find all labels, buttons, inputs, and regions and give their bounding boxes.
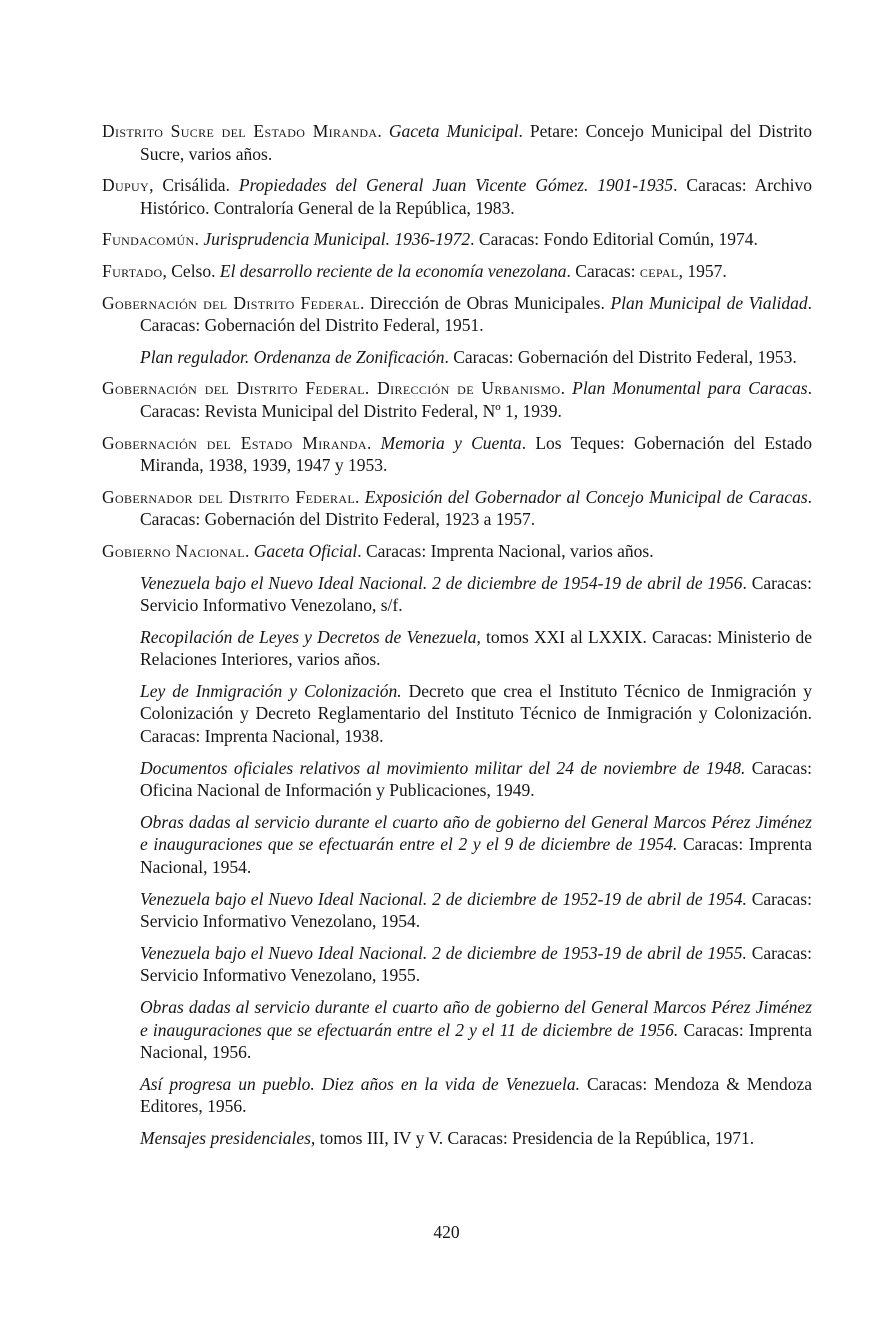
entry-segment-italic: Obras dadas al servicio durante el cuarto año de gobierno del General Marcos Pérez Jiménez e inauguraciones que se efectuarán entre el 2 y el 9 de diciembre de 1954.	[140, 811, 812, 855]
entry-segment-smallcaps: Distrito Sucre del Estado Miranda	[102, 121, 378, 141]
entry-segment-smallcaps: Gobernador del Distrito Federal	[102, 486, 356, 507]
entry-segment-italic: Exposición del Gobernador al Concejo Municipal de Caracas	[364, 486, 808, 507]
entry-segment-italic: Venezuela bajo el Nuevo Ideal Nacional. 2 de diciembre de 1954-19 de abril de 1956	[140, 572, 743, 593]
entry-segment-italic: Memoria y Cuenta	[380, 432, 522, 453]
bibliography-entry	[102, 377, 812, 422]
entry-segment-plain: , 1957.	[678, 260, 727, 281]
entry-segment-smallcaps: Gobernación del Distrito Federal	[102, 292, 361, 313]
bibliography-entry	[140, 346, 812, 369]
entry-segment-plain: . Caracas: Gobernación del Distrito Federal, 1923 a 1957.	[140, 486, 813, 530]
entry-segment-plain: .	[355, 486, 365, 507]
entry-segment-italic: Jurisprudencia Municipal. 1936-1972	[203, 229, 471, 250]
entry-segment-smallcaps: Gobernación del Distrito Federal. Dirección de Urbanismo	[102, 378, 561, 399]
entry-segment-italic: Recopilación de Leyes y Decretos de Venezuela,	[140, 626, 481, 647]
entry-segment-plain: Caracas: Servicio Informativo Venezolano, 1955.	[140, 942, 812, 986]
entry-segment-smallcaps: Gobierno Nacional	[102, 540, 245, 561]
entry-segment-plain: Caracas: Mendoza & Mendoza Editores, 1956.	[140, 1073, 812, 1117]
entry-segment-italic: El desarrollo reciente de la economía venezolana	[219, 260, 567, 281]
bibliography-entry	[102, 120, 812, 165]
bibliography-entry	[102, 228, 812, 251]
bibliography-entry	[140, 572, 812, 617]
entry-segment-plain: .	[377, 121, 389, 141]
entry-segment-plain: Caracas: Servicio Informativo Venezolano, 1954.	[140, 888, 812, 932]
bibliography-entry	[140, 996, 812, 1064]
bibliography-entry	[140, 942, 812, 987]
entry-segment-plain: .	[244, 540, 254, 561]
bibliography-entry	[102, 292, 812, 337]
entry-segment-italic: Obras dadas al servicio durante el cuarto año de gobierno del General Marcos Pérez Jiménez e inauguraciones que se efectuarán entre el 2 y el 11 de diciembre de 1956.	[140, 997, 812, 1040]
entry-segment-plain: . Caracas: Revista Municipal del Distrito Federal, Nº 1, 1939.	[140, 378, 812, 421]
entry-segment-plain: Decreto que crea el Instituto Técnico de Inmigración y Colonización y Decreto Reglamentario del Instituto Técnico de Inmigración y Colonización. Caracas: Imprenta Nacional, 1938.	[140, 680, 812, 747]
bibliography-entry	[140, 1073, 812, 1118]
entry-segment-plain: Caracas: Imprenta Nacional, 1956.	[140, 1019, 812, 1063]
entry-segment-smallcaps: cepal	[639, 260, 679, 281]
entry-segment-plain: Caracas: Imprenta Nacional, 1954.	[140, 834, 812, 878]
entry-segment-italic: Venezuela bajo el Nuevo Ideal Nacional. 2 de diciembre de 1953-19 de abril de 1955.	[140, 942, 747, 963]
entry-segment-smallcaps: Fundacomún	[102, 229, 195, 250]
entry-segment-italic: Plan regulador. Ordenanza de Zonificación	[140, 346, 445, 367]
entry-segment-plain: , Celso.	[162, 260, 220, 281]
entry-segment-plain: tomos XXI al LXXIX. Caracas: Ministerio de Relaciones Interiores, varios años.	[140, 626, 812, 670]
entry-segment-italic: Plan Municipal de Vialidad	[610, 292, 808, 313]
bibliography-entry	[102, 432, 812, 477]
entry-segment-italic: Gaceta Municipal	[388, 121, 519, 141]
bibliography-entry	[140, 1127, 812, 1150]
entry-segment-plain: . Petare: Concejo Municipal del Distrito Sucre, varios años.	[140, 121, 813, 164]
entry-segment-plain: . Los Teques: Gobernación del Estado Miranda, 1938, 1939, 1947 y 1953.	[140, 432, 813, 476]
entry-segment-italic: Mensajes presidenciales,	[140, 1127, 316, 1148]
entry-segment-plain: .	[560, 378, 573, 399]
entry-segment-plain: . Caracas: Gobernación del Distrito Federal, 1951.	[140, 292, 813, 336]
entry-segment-smallcaps: Furtado	[102, 260, 163, 281]
bibliography-entry	[140, 757, 812, 802]
entry-segment-smallcaps: Dupuy	[102, 175, 150, 196]
entry-segment-plain: Caracas: Oficina Nacional de Información y Publicaciones, 1949.	[140, 757, 812, 801]
bibliography-entry	[102, 260, 812, 283]
entry-segment-italic: Propiedades del General Juan Vicente Gómez. 1901-1935	[238, 175, 674, 196]
bibliography-entry	[140, 811, 812, 879]
entry-segment-plain: tomos III, IV y V. Caracas: Presidencia de la República, 1971.	[315, 1127, 755, 1148]
entry-segment-plain: .	[366, 432, 381, 453]
page-number: 420	[433, 1222, 460, 1242]
entry-segment-italic: Plan Monumental para Caracas	[572, 378, 808, 399]
bibliography-entry	[140, 626, 812, 671]
entry-segment-italic: Ley de Inmigración y Colonización.	[140, 680, 402, 701]
entry-segment-plain: . Caracas: Archivo Histórico. Contraloría General de la República, 1983.	[140, 175, 812, 218]
bibliography-entry	[102, 174, 812, 219]
entry-segment-italic: Gaceta Oficial	[253, 540, 358, 561]
entry-segment-plain: . Caracas: Servicio Informativo Venezolano, s/f.	[140, 572, 812, 616]
bibliography-list	[102, 120, 812, 1159]
entry-segment-plain: . Caracas: Imprenta Nacional, varios años.	[357, 540, 654, 561]
entry-segment-smallcaps: Gobernación del Estado Miranda	[102, 432, 367, 453]
entry-segment-italic: Así progresa un pueblo. Diez años en la vida de Venezuela.	[140, 1073, 580, 1094]
entry-segment-plain: .	[194, 229, 204, 250]
bibliography-entry	[102, 540, 812, 563]
entry-segment-italic: Documentos oficiales relativos al movimiento militar del 24 de noviembre de 1948.	[140, 757, 746, 778]
entry-segment-plain: . Dirección de Obras Municipales.	[360, 292, 611, 313]
bibliography-entry	[102, 486, 812, 531]
entry-segment-plain: . Caracas: Gobernación del Distrito Federal, 1953.	[444, 346, 797, 367]
entry-segment-italic: Venezuela bajo el Nuevo Ideal Nacional. 2 de diciembre de 1952-19 de abril de 1954.	[140, 888, 747, 909]
bibliography-entry	[140, 888, 812, 933]
bibliography-entry	[140, 680, 812, 748]
entry-segment-plain: . Caracas:	[566, 260, 640, 281]
entry-segment-plain: . Caracas: Fondo Editorial Común, 1974.	[470, 229, 758, 250]
entry-segment-plain: , Crisálida.	[149, 175, 239, 196]
